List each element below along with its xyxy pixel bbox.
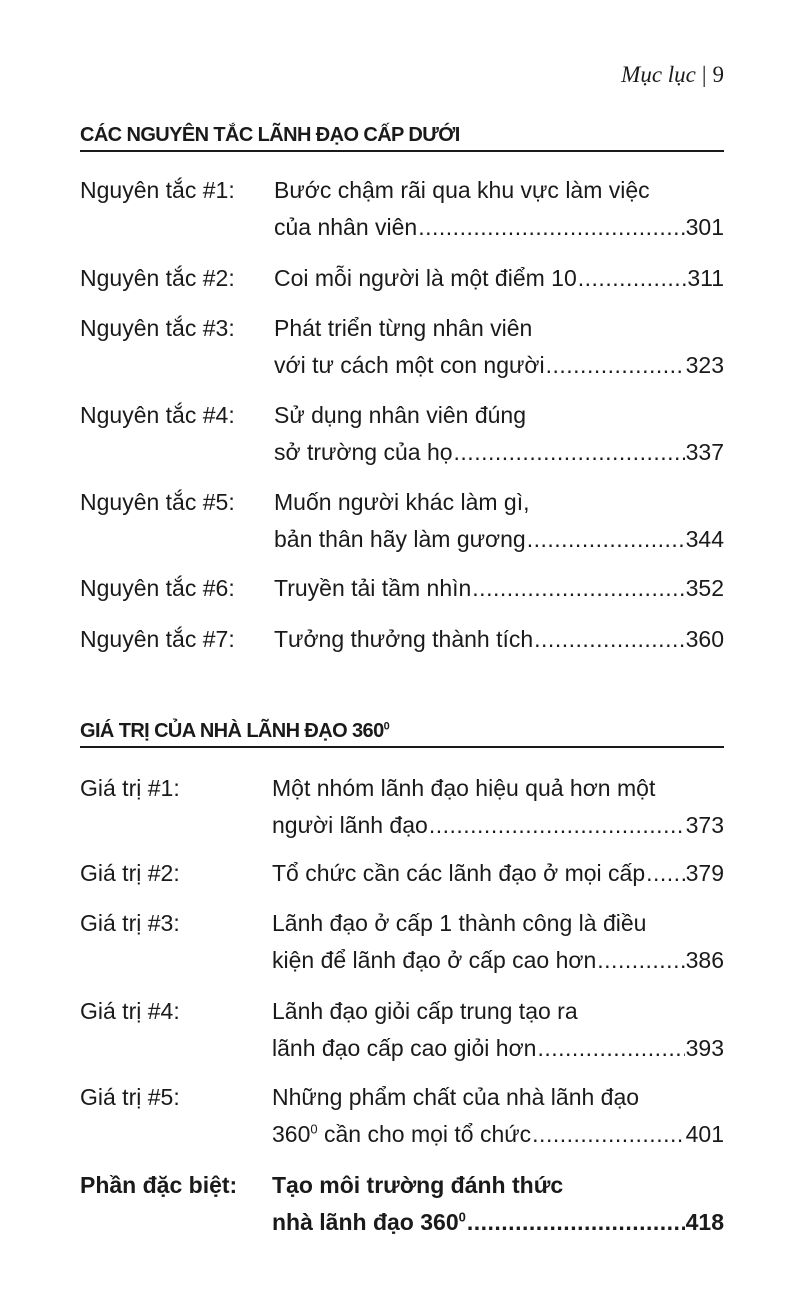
running-head-page-number: 9 [712,62,724,87]
entry-page-number: 401 [685,1121,724,1147]
entry-title-line: bản thân hãy làm gương [274,526,526,552]
section-principles [80,124,724,152]
degree-superscript: 0 [310,1121,318,1137]
section-heading-text: GIÁ TRỊ CỦA NHÀ LÃNH ĐẠO 360 [80,720,384,742]
entry-page-number: 344 [685,526,724,552]
entry-label: Giá trị #1: [80,775,180,801]
section-heading [80,720,724,748]
toc-entry [80,260,724,297]
toc-entry [80,397,724,471]
running-head-title: Mục lục [621,62,696,87]
entry-page-number: 393 [685,1035,724,1061]
entry-title-line: Truyền tải tầm nhìn [274,575,472,601]
dot-leader [527,521,685,558]
toc-entry [80,484,724,558]
entry-title-line: Sử dụng nhân viên đúng [274,402,526,428]
toc-entry [80,570,724,607]
dot-leader [534,621,684,658]
section-heading: CÁC NGUYÊN TẮC LÃNH ĐẠO CẤP DƯỚI [80,124,724,152]
entry-page-number: 337 [685,439,724,465]
entry-title-line: Bước chậm rãi qua khu vực làm việc [274,177,650,203]
entry-label: Nguyên tắc #7: [80,626,235,652]
special-page-number: 418 [685,1209,724,1235]
entry-page-number: 360 [685,626,724,652]
special-label: Phần đặc biệt: [80,1172,238,1198]
entry-label: Nguyên tắc #1: [80,177,235,203]
entry-title-line: cần cho mọi tổ chức [317,1121,532,1147]
special-title-line: Tạo môi trường đánh thức [272,1172,564,1198]
entry-label: Giá trị #5: [80,1084,180,1110]
dot-leader [467,1204,685,1241]
section-heading-superscript: 0 [383,720,390,733]
entry-title-line: Một nhóm lãnh đạo hiệu quả hơn một [272,775,656,801]
entry-title-line: người lãnh đạo [272,812,428,838]
entry-title-line: Coi mỗi người là một điểm 10 [274,265,577,291]
special-title-line: nhà lãnh đạo 360 [272,1209,459,1235]
toc-entry [80,993,724,1067]
entry-title-line: sở trường của họ [274,439,453,465]
entry-label: Nguyên tắc #5: [80,489,235,515]
dot-leader [454,434,685,471]
dot-leader [578,260,687,297]
entry-page-number: 352 [685,575,724,601]
entry-title-line: Tưởng thưởng thành tích [274,626,534,652]
dot-leader [646,855,685,892]
entry-title-line: Tổ chức cần các lãnh đạo ở mọi cấp [272,860,646,886]
toc-entry [80,621,724,658]
dot-leader [597,942,684,979]
running-head [621,62,724,88]
entry-title-line: kiện để lãnh đạo ở cấp cao hơn [272,947,597,973]
toc-entry [80,770,724,844]
entry-title-line: Lãnh đạo ở cấp 1 thành công là điều [272,910,647,936]
entry-page-number: 379 [685,860,724,886]
entry-label: Giá trị #2: [80,860,180,886]
toc-entry [80,172,724,246]
section-values [80,720,724,748]
toc-entry [80,855,724,892]
entry-page-number: 301 [685,214,724,240]
toc-entry [80,1079,724,1153]
entry-title-line: Lãnh đạo giỏi cấp trung tạo ra [272,998,578,1024]
entry-label: Nguyên tắc #2: [80,265,235,291]
entry-title-line: với tư cách một con người [274,352,545,378]
entry-title-line: Muốn người khác làm gì, [274,489,530,515]
degree-superscript: 0 [458,1209,466,1225]
entry-page-number: 323 [685,352,724,378]
entry-page-number: 386 [685,947,724,973]
dot-leader [429,807,685,844]
entry-title-line: Phát triển từng nhân viên [274,315,533,341]
entry-page-number: 311 [687,265,724,291]
dot-leader [472,570,684,607]
entry-label: Nguyên tắc #4: [80,402,235,428]
entry-page-number: 373 [685,812,724,838]
entry-label: Nguyên tắc #6: [80,575,235,601]
entry-label: Giá trị #4: [80,998,180,1024]
entry-title-line: Những phẩm chất của nhà lãnh đạo [272,1084,640,1110]
dot-leader [532,1116,684,1153]
running-head-separator: | [701,62,707,87]
entry-label: Giá trị #3: [80,910,180,936]
entry-label: Nguyên tắc #3: [80,315,235,341]
toc-entry [80,905,724,979]
dot-leader [418,209,684,246]
entry-title-line: lãnh đạo cấp cao giỏi hơn [272,1035,537,1061]
dot-leader [546,347,685,384]
dot-leader [537,1030,684,1067]
entry-title-line: 360 [272,1121,311,1147]
toc-entry-special [80,1167,724,1241]
entry-title-line: của nhân viên [274,214,418,240]
toc-entry [80,310,724,384]
